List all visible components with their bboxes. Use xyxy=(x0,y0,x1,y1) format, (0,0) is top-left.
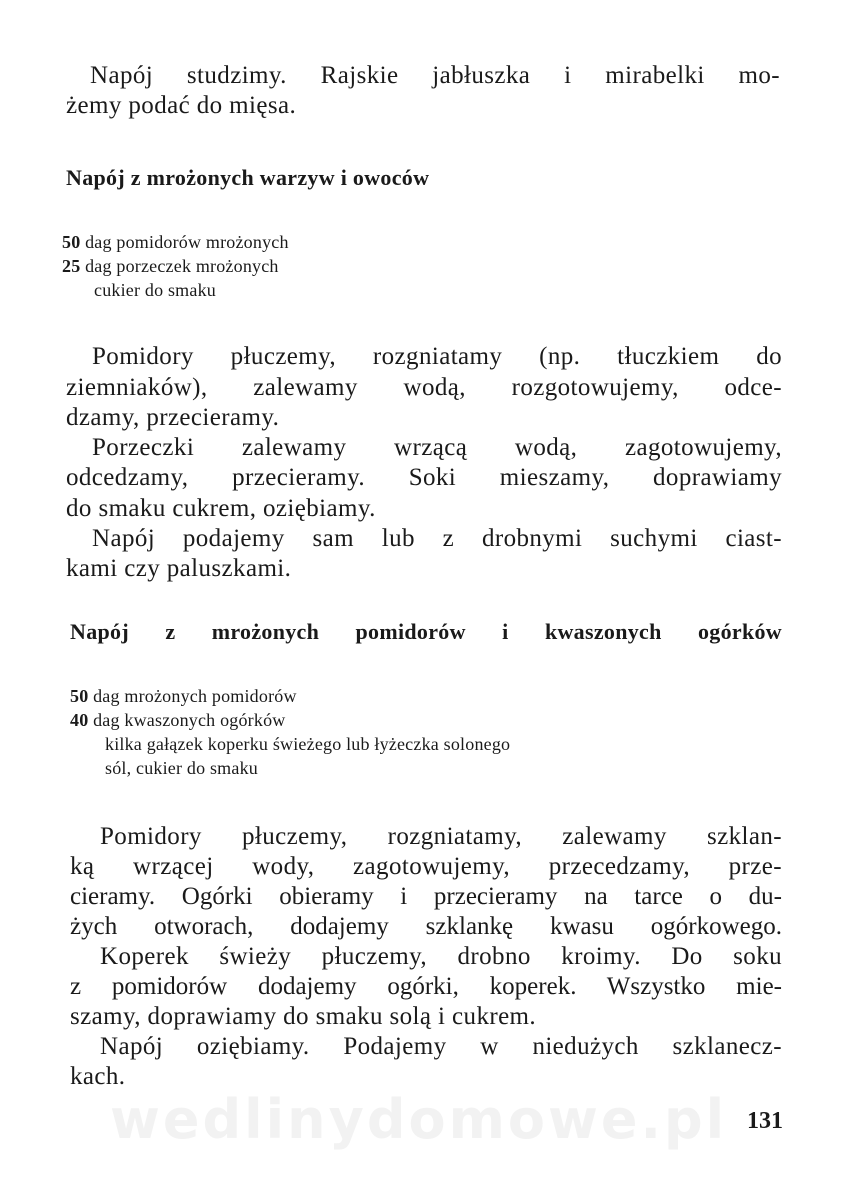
watermark: wedlinydomowe.pl xyxy=(110,1088,728,1151)
ingredient-quantity: 50 xyxy=(62,232,81,252)
paragraph-line: ziemniaków), zalewamy wodą, rozgotowujemy, odce- xyxy=(66,374,782,401)
ingredient-text: dag pomidorów mrożonych xyxy=(85,232,289,252)
paragraph-line: szamy, doprawiamy do smaku solą i cukrem. xyxy=(70,1003,537,1030)
recipe-2-title: Napój z mrożonych pomidorów i kwaszonych ogórków xyxy=(70,619,782,644)
paragraph-line: kami czy paluszkami. xyxy=(66,555,292,582)
paragraph-line: cieramy. Ogórki obieramy i przecieramy na tarce o du- xyxy=(70,883,782,910)
ingredient-line xyxy=(62,232,289,253)
ingredient-line xyxy=(94,280,216,301)
paragraph-line: z pomidorów dodajemy ogórki, koperek. Wszystko mie- xyxy=(70,973,782,1000)
paragraph-line: Koperek świeży płuczemy, drobno kroimy. Do soku xyxy=(100,943,782,970)
paragraph-line: kach. xyxy=(70,1063,126,1090)
ingredient-quantity: 50 xyxy=(70,686,89,706)
page-number: 131 xyxy=(747,1108,783,1134)
paragraph-line: Porzeczki zalewamy wrzącą wodą, zagotowujemy, xyxy=(92,434,782,461)
ingredient-text: dag mrożonych pomidorów xyxy=(93,686,297,706)
intro-line-2: żemy podać do mięsa. xyxy=(66,92,297,119)
ingredient-line xyxy=(70,710,285,731)
paragraph-line: Napój oziębiamy. Podajemy w niedużych szklanecz- xyxy=(100,1033,782,1060)
ingredient-line xyxy=(105,758,258,779)
paragraph-line: Pomidory płuczemy, rozgniatamy (np. tłuczkiem do xyxy=(92,343,782,370)
ingredient-text: kilka gałązek koperku świeżego lub łyżeczka solonego xyxy=(105,734,511,754)
ingredient-quantity: 25 xyxy=(62,256,81,276)
paragraph-line: dzamy, przecieramy. xyxy=(66,404,280,431)
paragraph-line: żych otworach, dodajemy szklankę kwasu ogórkowego. xyxy=(70,913,782,940)
ingredient-line xyxy=(62,256,279,277)
ingredient-text: dag porzeczek mrożonych xyxy=(85,256,279,276)
paragraph-line: do smaku cukrem, oziębiamy. xyxy=(66,495,376,522)
ingredient-text: sól, cukier do smaku xyxy=(105,758,258,778)
paragraph-line: odcedzamy, przecieramy. Soki mieszamy, doprawiamy xyxy=(66,464,782,491)
ingredient-line xyxy=(70,686,297,707)
intro-line-1: Napój studzimy. Rajskie jabłuszka i mirabelki mo- xyxy=(90,62,780,89)
ingredient-text: cukier do smaku xyxy=(94,280,216,300)
recipe-1-title: Napój z mrożonych warzyw i owoców xyxy=(66,165,430,190)
paragraph-line: Pomidory płuczemy, rozgniatamy, zalewamy szklan- xyxy=(100,823,782,850)
ingredient-text: dag kwaszonych ogórków xyxy=(93,710,286,730)
ingredient-line xyxy=(105,734,510,755)
ingredient-quantity: 40 xyxy=(70,710,89,730)
paragraph-line: Napój podajemy sam lub z drobnymi suchymi ciast- xyxy=(92,525,782,552)
paragraph-line: ką wrzącej wody, zagotowujemy, przecedzamy, prze- xyxy=(70,853,782,880)
